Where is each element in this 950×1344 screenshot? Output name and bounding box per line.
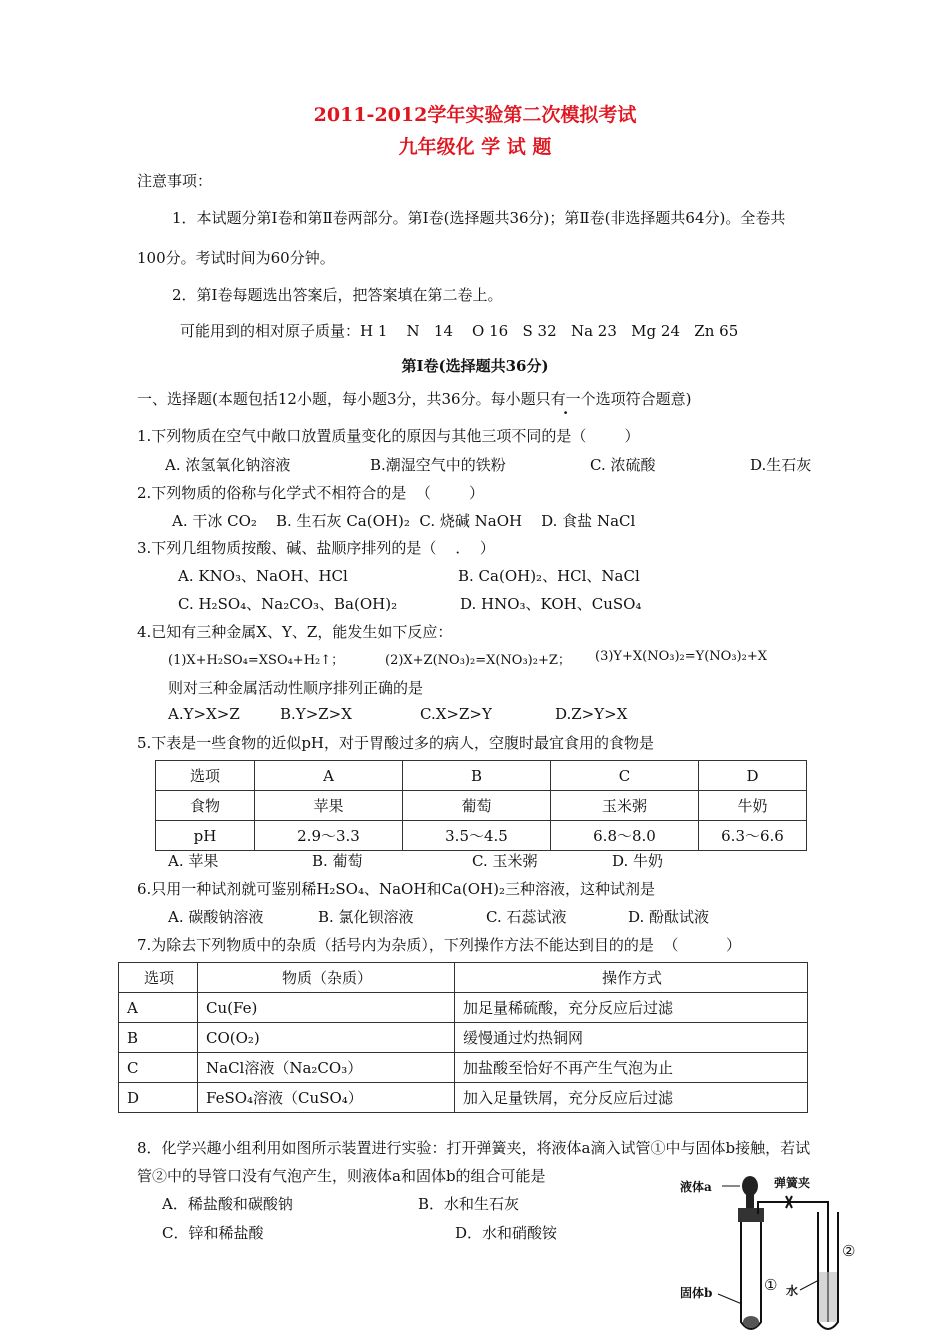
table-row [156, 821, 807, 851]
table-row [119, 963, 808, 993]
table-cell: pH [156, 821, 255, 851]
q7-impurity-table [118, 962, 808, 1113]
table-cell: D [119, 1083, 198, 1113]
q5-option-d: D. 牛奶 [612, 852, 664, 870]
section-title: 第Ⅰ卷(选择题共36分) [401, 357, 549, 375]
table-row [119, 993, 808, 1023]
instruction-emphasis: 只有一个 [535, 390, 596, 408]
q8-apparatus-figure [678, 1172, 868, 1340]
table-cell: C [119, 1053, 198, 1083]
atomic-masses: 可能用到的相对原子质量：H 1 N 14 O 16 S 32 Na 23 Mg 24 Zn 65 [180, 322, 739, 340]
note-item-1-line2: 100分。考试时间为60分钟。 [137, 249, 335, 267]
q1-option-d: D.生石灰 [750, 456, 812, 474]
q5-option-c: C. 玉米粥 [472, 852, 538, 870]
table-row [119, 1023, 808, 1053]
section-instruction [137, 388, 691, 409]
q1-option-c: C. 浓硫酸 [590, 456, 656, 474]
table-cell: FeSO₄溶液（CuSO₄） [198, 1083, 455, 1113]
q1-option-b: B.潮湿空气中的铁粉 [370, 456, 506, 474]
table-cell: 6.3～6.6 [699, 821, 807, 851]
q4-stem: 4.已知有三种金属X、Y、Z，能发生如下反应： [137, 623, 453, 641]
q4-option-b: B.Y>Z>X [280, 705, 352, 723]
table-row [119, 1053, 808, 1083]
table-cell: 选项 [156, 761, 255, 791]
q5-option-a: A. 苹果 [168, 852, 219, 870]
q8-option-a: A．稀盐酸和碳酸钠 [162, 1195, 293, 1213]
table-cell: B [119, 1023, 198, 1053]
table-cell: 3.5～4.5 [403, 821, 551, 851]
label-liquid-a: 液体a [680, 1180, 712, 1194]
table-cell: 苹果 [255, 791, 403, 821]
q8-stem-line2: 管②中的导管口没有气泡产生，则液体a和固体b的组合可能是 [137, 1167, 546, 1185]
note-item-2: 2．第Ⅰ卷每题选出答案后，把答案填在第二卷上。 [172, 286, 503, 304]
table-cell: 食物 [156, 791, 255, 821]
q3-stem: 3.下列几组物质按酸、碱、盐顺序排列的是（ ． ） [137, 539, 495, 557]
q3-option-b: B. Ca(OH)₂、HCl、NaCl [458, 567, 640, 585]
label-tube-2: ② [842, 1242, 856, 1260]
table-cell: 加入足量铁屑，充分反应后过滤 [455, 1083, 808, 1113]
label-spring-clip: 弹簧夹 [774, 1176, 811, 1190]
dropper-neck [746, 1194, 754, 1210]
table-cell: 玉米粥 [551, 791, 699, 821]
table-cell: 选项 [119, 963, 198, 993]
table-cell: A [255, 761, 403, 791]
label-water: 水 [786, 1284, 799, 1298]
exam-subtitle: 九年级化 学 试 题 [398, 136, 552, 158]
solid-pointer [718, 1294, 742, 1304]
notes-heading: 注意事项： [137, 172, 213, 190]
q8-option-b: B．水和生石灰 [418, 1195, 520, 1213]
q8-stem-line1: 8．化学兴趣小组利用如图所示装置进行实验：打开弹簧夹，将液体a滴入试管①中与固体b接触，若试 [137, 1139, 811, 1157]
q4-option-c: C.X>Z>Y [420, 705, 492, 723]
q6-stem: 6.只用一种试剂就可鉴别稀H₂SO₄、NaOH和Ca(OH)₂三种溶液，这种试剂是 [137, 880, 655, 898]
q4-question: 则对三种金属活动性顺序排列正确的是 [168, 679, 424, 697]
q6-option-b: B. 氯化钡溶液 [318, 908, 414, 926]
q3-option-d: D. HNO₃、KOH、CuSO₄ [460, 595, 642, 613]
q5-stem: 5.下表是一些食物的近似pH，对于胃酸过多的病人，空腹时最宜食用的食物是 [137, 734, 654, 752]
q1-option-a: A. 浓氢氧化钠溶液 [165, 456, 291, 474]
table-row [156, 791, 807, 821]
q8-option-d: D．水和硝酸铵 [455, 1224, 558, 1242]
table-cell: B [403, 761, 551, 791]
q6-option-d: D. 酚酞试液 [628, 908, 710, 926]
table-cell: 物质（杂质） [198, 963, 455, 993]
dropper-bulb [742, 1176, 758, 1196]
table-cell: D [699, 761, 807, 791]
table-cell: NaCl溶液（Na₂CO₃） [198, 1053, 455, 1083]
label-solid-b: 固体b [680, 1286, 713, 1300]
q2-stem: 2.下列物质的俗称与化学式不相符合的是 （ ） [137, 484, 484, 502]
table-cell: 缓慢通过灼热铜网 [455, 1023, 808, 1053]
q4-reaction-1: (1)X+H₂SO₄=XSO₄+H₂↑； [168, 653, 345, 668]
table-cell: 牛奶 [699, 791, 807, 821]
q4-option-a: A.Y>X>Z [168, 705, 240, 723]
table-cell: 6.8～8.0 [551, 821, 699, 851]
apparatus-diagram [678, 1172, 868, 1340]
q7-stem: 7.为除去下列物质中的杂质（括号内为杂质），下列操作方法不能达到目的的是 （ ） [137, 936, 742, 954]
table-cell: Cu(Fe) [198, 993, 455, 1023]
table-cell: 加足量稀硫酸，充分反应后过滤 [455, 993, 808, 1023]
label-tube-1: ① [764, 1276, 778, 1294]
test-tube-1 [741, 1222, 761, 1329]
table-cell: 葡萄 [403, 791, 551, 821]
table-row [119, 1083, 808, 1113]
q1-stem: 1.下列物质在空气中敞口放置质量变化的原因与其他三项不同的是（ ） [137, 427, 640, 445]
note-item-1-line1: 1．本试题分第Ⅰ卷和第Ⅱ卷两部分。第Ⅰ卷(选择题共36分)；第Ⅱ卷(非选择题共64分)。全卷共 [172, 209, 786, 227]
table-cell: 加盐酸至恰好不再产生气泡为止 [455, 1053, 808, 1083]
table-cell: 2.9～3.3 [255, 821, 403, 851]
table-cell: A [119, 993, 198, 1023]
q6-option-c: C. 石蕊试液 [486, 908, 567, 926]
q3-option-a: A. KNO₃、NaOH、HCl [178, 567, 348, 585]
q4-option-d: D.Z>Y>X [555, 705, 628, 723]
q8-option-c: C．锌和稀盐酸 [162, 1224, 264, 1242]
exam-title: 2011-2012学年实验第二次模拟考试 [313, 104, 637, 126]
water-pointer [800, 1280, 819, 1290]
q4-reaction-3: (3)Y+X(NO₃)₂=Y(NO₃)₂+X [595, 649, 767, 664]
q3-option-c: C. H₂SO₄、Na₂CO₃、Ba(OH)₂ [178, 595, 398, 613]
table-cell: CO(O₂) [198, 1023, 455, 1053]
table-cell: 操作方式 [455, 963, 808, 993]
q4-reaction-2: (2)X+Z(NO₃)₂=X(NO₃)₂+Z； [385, 653, 571, 668]
solid-b-sample [743, 1316, 759, 1328]
q5-option-b: B. 葡萄 [312, 852, 363, 870]
tube1-stopper [738, 1208, 764, 1222]
table-cell: C [551, 761, 699, 791]
table-row [156, 761, 807, 791]
q2-options: A. 干冰 CO₂ B. 生石灰 Ca(OH)₂ C. 烧碱 NaOH D. 食盐 NaCl [172, 512, 636, 530]
instruction-suffix: 选项符合题意) [595, 390, 692, 408]
water-level [819, 1272, 837, 1322]
q6-option-a: A. 碳酸钠溶液 [168, 908, 264, 926]
q5-ph-table [155, 760, 807, 851]
instruction-prefix: 一、选择题(本题包括12小题，每小题3分，共36分。每小题 [137, 390, 536, 408]
